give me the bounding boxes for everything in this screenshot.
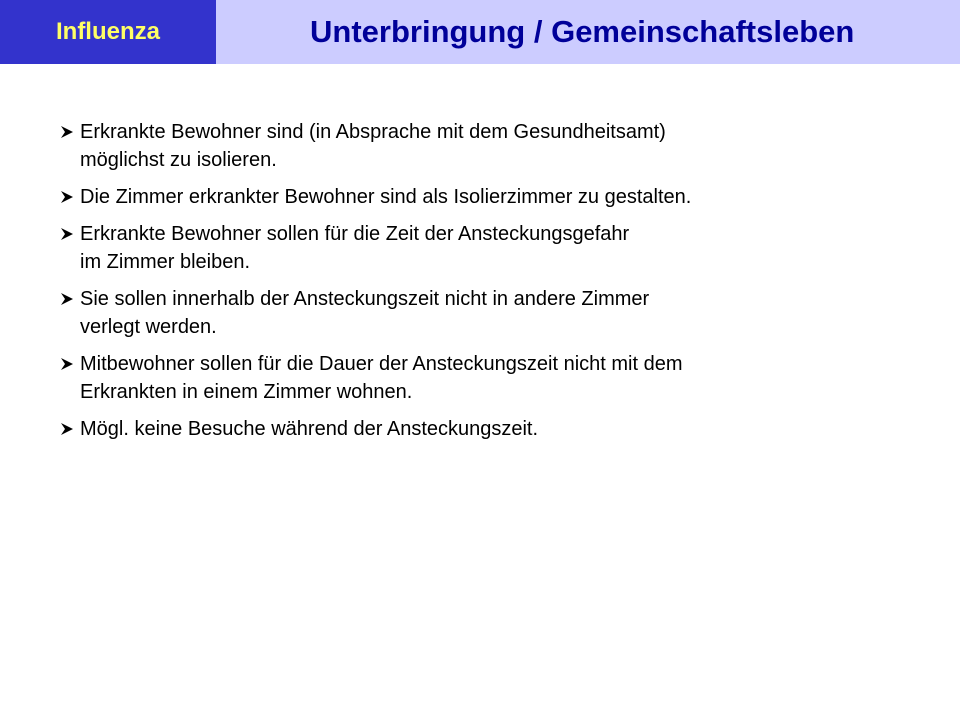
arrowhead-icon [60,350,78,378]
slide-title: Unterbringung / Gemeinschaftsleben [310,14,855,49]
bullet-text: Die Zimmer erkrankter Bewohner sind als Isolierzimmer zu gestalten. [80,186,692,208]
bullet-text: möglichst zu isolieren. [80,149,277,171]
bullet-text: Sie sollen innerhalb der Ansteckungszeit nicht in andere Zimmer [80,288,650,310]
bullet-item [60,220,880,276]
bullet-text: Erkrankten in einem Zimmer wohnen. [80,381,413,403]
bullet-text: Erkrankte Bewohner sollen für die Zeit der Ansteckungsgefahr [80,223,630,245]
bullet-item [60,415,880,443]
topic-tag-label: Influenza [55,18,160,45]
arrowhead-icon [60,118,78,146]
arrowhead-icon [60,183,78,211]
bullet-list [60,118,880,452]
title-bar [216,0,960,64]
bullet-item [60,118,880,174]
bullet-text: im Zimmer bleiben. [80,251,251,273]
bullet-item [60,285,880,341]
bullet-item [60,350,880,406]
bullet-text: Erkrankte Bewohner sind (in Absprache mit dem Gesundheitsamt) [80,121,666,143]
bullet-text: verlegt werden. [80,316,217,338]
arrowhead-icon [60,285,78,313]
bullet-item [60,183,880,211]
bullet-text: Mitbewohner sollen für die Dauer der Ansteckungszeit nicht mit dem [80,353,683,375]
arrowhead-icon [60,415,78,443]
bullet-text: Mögl. keine Besuche während der Ansteckungszeit. [80,418,539,440]
topic-tag [0,0,216,64]
arrowhead-icon [60,220,78,248]
